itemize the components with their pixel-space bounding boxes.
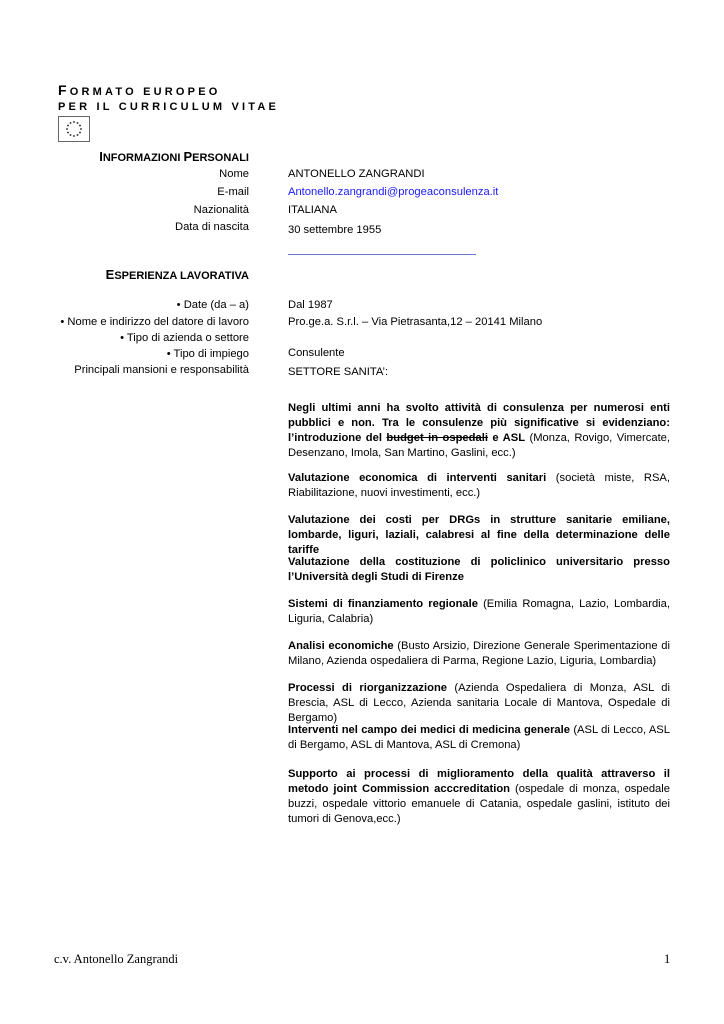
paragraph-economic-evaluation (288, 471, 670, 501)
paragraph-reorganization (288, 681, 670, 726)
paragraph-bold: Interventi nel campo dei medici di medicina generale (288, 724, 570, 736)
paragraph-text: (ASL di Lecco, ASL di Bergamo, ASL di Mantova, ASL di Cremona) (288, 724, 670, 751)
paragraph-bold: Valutazione della costituzione di policlinico universitario presso l’Università degli Studi di Firenze (288, 556, 670, 583)
paragraph-bold: Sistemi di finanziamento regionale (288, 598, 478, 610)
value-dates: Dal 1987 (288, 299, 333, 311)
paragraph-consulting (288, 401, 670, 461)
paragraph-bold: Negli ultimi anni ha svolto attività di consulenza per numerosi enti pubblici e non. Tra le consulenze più significative si evidenziano: l’introduzione del (288, 402, 670, 444)
document-subtitle: PER IL CURRICULUM VITAE (58, 101, 280, 113)
title-rest: ORMATO EUROPEO (69, 86, 221, 98)
document-title (58, 82, 221, 98)
paragraph-bold: e ASL (487, 432, 526, 444)
footer-text: c.v. Antonello Zangrandi (54, 952, 179, 966)
paragraph-quality-improvement (288, 767, 670, 827)
value-name: ANTONELLO ZANGRANDI (288, 168, 425, 180)
label-name: Nome (219, 168, 249, 180)
label-dates: • Date (da – a) (176, 299, 249, 311)
heading-text: NFORMAZIONI (102, 152, 184, 164)
paragraph-bold: Valutazione economica di interventi sanitari (288, 472, 547, 484)
paragraph-policlinic (288, 555, 670, 585)
heading-cap: P (183, 149, 193, 164)
paragraph-regional-funding (288, 597, 670, 627)
paragraph-text: (Emilia Romagna, Lazio, Lombardia, Liguria, Calabria) (288, 598, 670, 625)
work-experience-heading (106, 267, 249, 282)
title-initial: F (58, 82, 70, 98)
paragraph-text: (Busto Arsizio, Direzione Generale Sperimentazione di Milano, Azienda ospedaliera di Parma, Regione Lazio, Liguria, Lombardia) (288, 640, 670, 667)
paragraph-drg-costs (288, 513, 670, 558)
value-nationality: ITALIANA (288, 204, 337, 216)
value-job-type: Consulente (288, 347, 345, 359)
label-job-type: • Tipo di impiego (166, 348, 249, 360)
paragraph-strike: budget in ospedali (386, 432, 488, 444)
paragraph-text: (società miste, RSA, Riabilitazione, nuovi investimenti, ecc.) (288, 472, 670, 499)
label-sector: • Tipo di azienda o settore (120, 332, 249, 344)
page-number: 1 (664, 952, 671, 966)
value-birthdate: 30 settembre 1955 (288, 224, 382, 236)
heading-text: SPERIENZA LAVORATIVA (114, 270, 249, 282)
label-employer: • Nome e indirizzo del datore di lavoro (60, 316, 249, 328)
label-nationality: Nazionalità (193, 204, 249, 216)
divider-rule (288, 254, 476, 255)
paragraph-text: (Azienda Ospedaliera di Monza, ASL di Brescia, ASL di Lecco, Azienda sanitaria Locale di Mantova, Ospedale di Bergamo) (288, 682, 671, 724)
personal-info-heading (99, 149, 249, 164)
paragraph-bold: Processi di riorganizzazione (288, 682, 448, 694)
heading-text: ERSONALI (192, 152, 249, 164)
eu-flag-icon (58, 116, 90, 142)
label-birthdate: Data di nascita (174, 221, 249, 233)
paragraph-bold: Valutazione dei costi per DRGs in strutture sanitarie emiliane, lombarde, liguri, laziali, calabresi al fine della determinazione delle tariffe (288, 514, 670, 556)
heading-cap: E (105, 267, 115, 282)
paragraph-general-practitioners (288, 723, 670, 753)
label-email: E-mail (217, 186, 249, 198)
paragraph-economic-analysis (288, 639, 670, 669)
value-employer: Pro.ge.a. S.r.l. – Via Pietrasanta,12 – 20141 Milano (288, 316, 543, 328)
paragraph-text: (Monza, Rovigo, Vimercate, Desenzano, Imola, San Martino, Gaslini, ecc.) (288, 432, 671, 459)
paragraph-bold: Supporto ai processi di miglioramento della qualità attraverso il metodo joint Commission acccreditation (288, 768, 670, 795)
paragraph-bold: Analisi economiche (288, 640, 394, 652)
label-duties: Principali mansioni e responsabilità (74, 364, 249, 376)
email-link[interactable]: Antonello.zangrandi@progeaconsulenza.it (288, 186, 499, 198)
paragraph-text: (ospedale di monza, ospedale buzzi, ospedale vittorio emanuele di Catania, ospedale gaslini, istituto dei tumori di Genova,ecc.) (288, 783, 670, 825)
heading-cap: I (99, 149, 103, 164)
value-duties: SETTORE SANITA’: (288, 366, 389, 378)
